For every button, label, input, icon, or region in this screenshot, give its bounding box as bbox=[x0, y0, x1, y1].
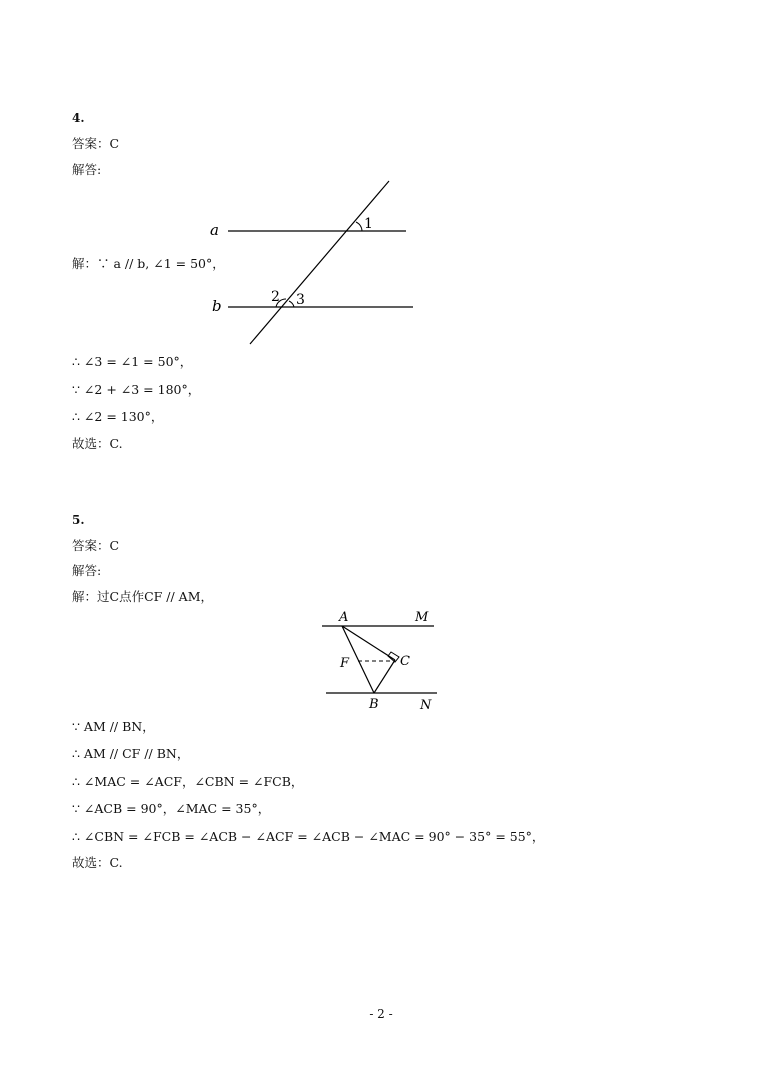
label-C: C bbox=[400, 654, 410, 669]
q5-solution-line5: ∵ ∠ACB = 90°，∠MAC = 35°， bbox=[72, 801, 271, 816]
angle2-label: 2 bbox=[271, 289, 280, 305]
q4-solution-line4: ∴ ∠2 = 130°， bbox=[72, 409, 164, 424]
q5-solution-label: 解答: bbox=[72, 563, 102, 578]
q4-solution-line1: 解：∵ a // b, ∠1 = 50°， bbox=[72, 256, 225, 271]
label-M: M bbox=[415, 610, 429, 625]
label-B: B bbox=[369, 697, 379, 712]
q4-answer: 答案：C bbox=[72, 136, 120, 151]
q4-number: 4. bbox=[72, 111, 85, 125]
q5-solution-line6: ∴ ∠CBN = ∠FCB = ∠ACB − ∠ACF = ∠ACB − ∠MAC = 90° − 35° = 55°， bbox=[72, 829, 545, 844]
segment-cb bbox=[374, 660, 395, 693]
q5-number: 5. bbox=[72, 513, 85, 527]
q5-solution-line2: ∵ AM // BN， bbox=[72, 719, 155, 734]
angle3-label: 3 bbox=[296, 292, 305, 308]
angle1-label: 1 bbox=[364, 216, 373, 232]
q5-solution-line1: 解：过C点作CF // AM， bbox=[72, 589, 213, 604]
q4-solution-line2: ∴ ∠3 = ∠1 = 50°， bbox=[72, 354, 193, 369]
page-number: - 2 - bbox=[369, 1007, 393, 1021]
q5-answer: 答案：C bbox=[72, 538, 120, 553]
label-N: N bbox=[420, 698, 432, 713]
label-A: A bbox=[339, 610, 349, 625]
label-F: F bbox=[340, 656, 350, 671]
q5-solution-line3: ∴ AM // CF // BN， bbox=[72, 746, 190, 761]
q5-solution-line4: ∴ ∠MAC = ∠ACF，∠CBN = ∠FCB， bbox=[72, 774, 304, 789]
label-a: a bbox=[210, 221, 219, 239]
q4-solution-line3: ∵ ∠2 + ∠3 = 180°， bbox=[72, 382, 201, 397]
q5-solution-line7: 故选：C. bbox=[72, 855, 123, 870]
q4-solution-label: 解答: bbox=[72, 162, 102, 177]
q4-solution-line5: 故选：C. bbox=[72, 436, 123, 451]
label-b: b bbox=[212, 297, 222, 315]
